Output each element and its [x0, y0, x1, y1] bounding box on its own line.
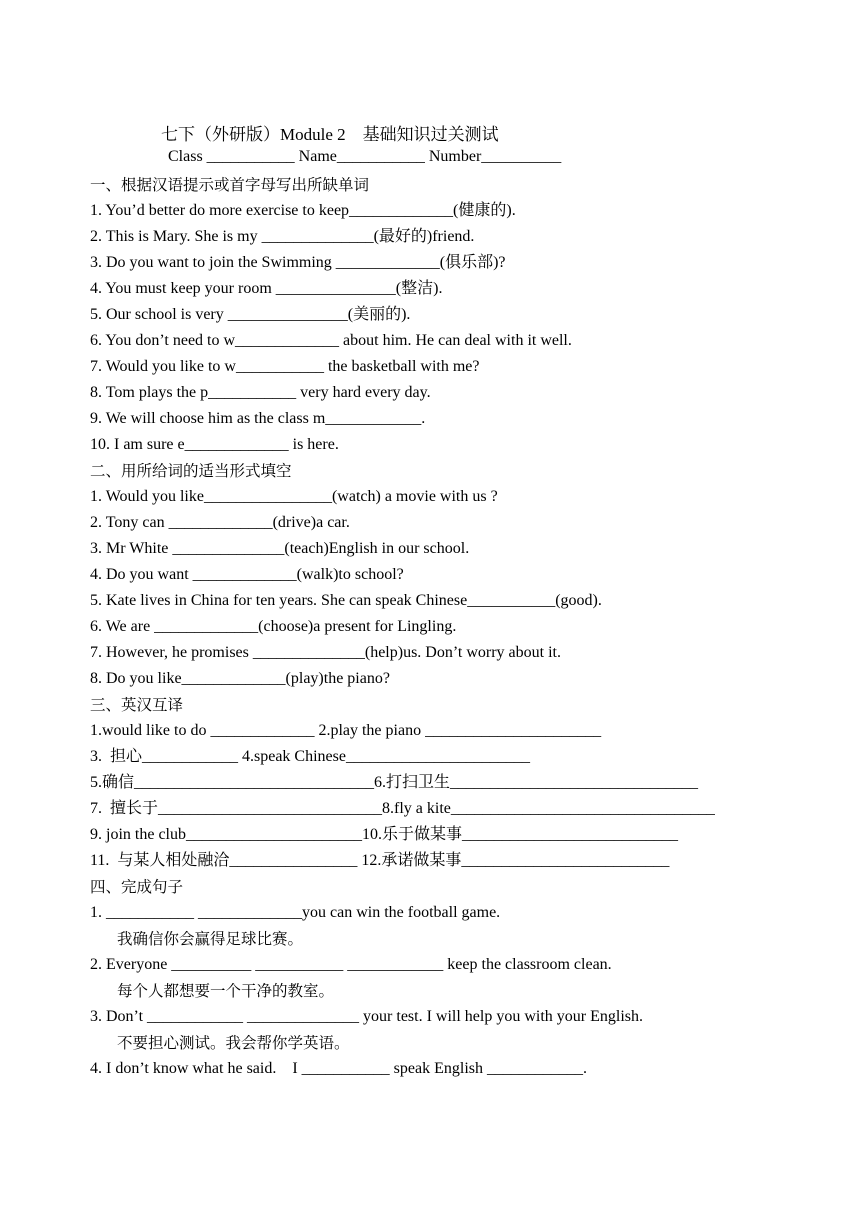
exercise-item: 1. Would you like________________(watch) a movie with us ? [90, 488, 498, 505]
exercise-item: 3. Mr White ______________(teach)English in our school. [90, 540, 470, 557]
translation-line: 我确信你会赢得足球比赛。 [117, 930, 304, 948]
translation-line: 不要担心测试。我会帮你学英语。 [117, 1034, 350, 1052]
exercise-item: 1. You’d better do more exercise to keep_____________(健康的). [90, 202, 516, 219]
exercise-item: 9. We will choose him as the class m____________. [90, 410, 426, 427]
section-heading: 四、完成句子 [90, 878, 184, 896]
exercise-item: 3. 担心____________ 4.speak Chinese_______________________ [90, 748, 530, 765]
exercise-item: 7. 擅长于____________________________8.fly a kite_________________________________ [90, 800, 715, 817]
exercise-item: 5. Kate lives in China for ten years. She can speak Chinese___________(good). [90, 592, 602, 609]
exercise-item: 5.确信______________________________6.打扫卫生_______________________________ [90, 774, 699, 791]
exercise-item: 4. Do you want _____________(walk)to school? [90, 566, 404, 583]
page-title: 七下（外研版）Module 2 基础知识过关测试 [161, 125, 499, 144]
exercise-item: 7. However, he promises ______________(help)us. Don’t worry about it. [90, 644, 561, 661]
exercise-item: 8. Tom plays the p___________ very hard every day. [90, 384, 431, 401]
exercise-item: 7. Would you like to w___________ the basketball with me? [90, 358, 480, 375]
translation-line: 每个人都想要一个干净的教室。 [117, 982, 335, 1000]
exercise-item: 5. Our school is very _______________(美丽的). [90, 306, 411, 323]
exercise-item: 10. I am sure e_____________ is here. [90, 436, 339, 453]
exercise-item: 9. join the club______________________10.乐于做某事___________________________ [90, 826, 678, 843]
student-info-line: Class ___________ Name___________ Number__________ [168, 148, 562, 165]
exercise-item: 11. 与某人相处融洽________________ 12.承诺做某事__________________________ [90, 852, 670, 869]
exercise-item: 6. You don’t need to w_____________ about him. He can deal with it well. [90, 332, 572, 349]
exercise-item: 4. You must keep your room _______________(整洁). [90, 280, 443, 297]
exercise-item: 3. Don’t ____________ ______________ your test. I will help you with your English. [90, 1008, 644, 1025]
worksheet-content [90, 172, 790, 1082]
exercise-item: 2. This is Mary. She is my ______________(最好的)friend. [90, 228, 475, 245]
exercise-item: 4. I don’t know what he said. I ___________ speak English ____________. [90, 1060, 587, 1077]
exercise-item: 6. We are _____________(choose)a present for Lingling. [90, 618, 457, 635]
exercise-item: 1.would like to do _____________ 2.play the piano ______________________ [90, 722, 602, 739]
exercise-item: 1. ___________ _____________you can win the football game. [90, 904, 501, 921]
exercise-item: 2. Tony can _____________(drive)a car. [90, 514, 350, 531]
section-heading: 一、根据汉语提示或首字母写出所缺单词 [90, 176, 370, 194]
exercise-item: 3. Do you want to join the Swimming _____________(俱乐部)? [90, 254, 506, 271]
exercise-item: 2. Everyone __________ ___________ ____________ keep the classroom clean. [90, 956, 612, 973]
section-heading: 二、用所给词的适当形式填空 [90, 462, 292, 480]
section-heading: 三、英汉互译 [90, 696, 184, 714]
exercise-item: 8. Do you like_____________(play)the piano? [90, 670, 390, 687]
